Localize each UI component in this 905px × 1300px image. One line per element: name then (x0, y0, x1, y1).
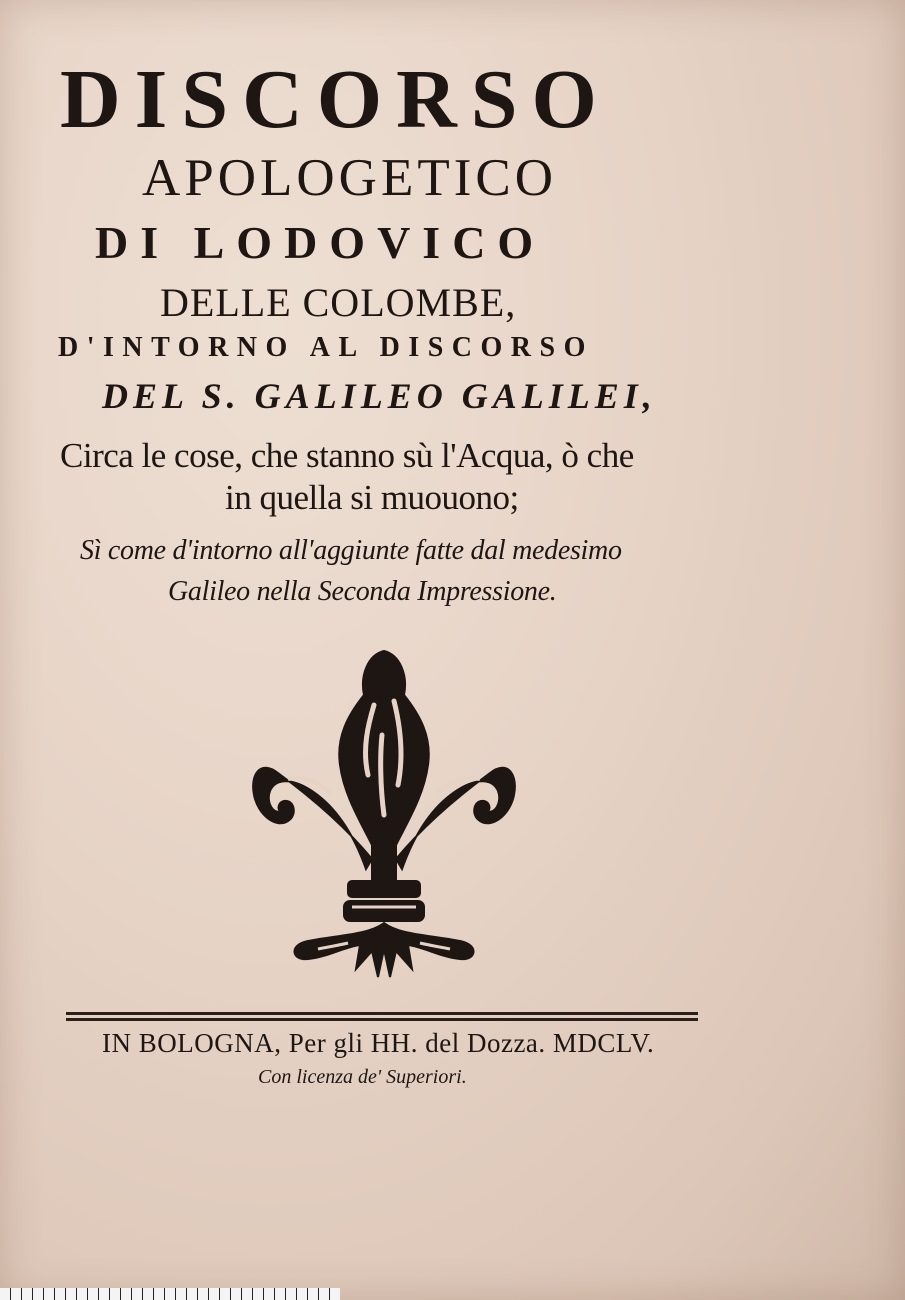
subtitle-line-galileo: DEL S. GALILEO GALILEI, (102, 376, 657, 416)
subtitle-line-intorno: D'INTORNO AL DISCORSO (58, 332, 594, 363)
scale-ruler (0, 1288, 340, 1300)
fleur-de-lis-icon (248, 645, 520, 985)
author-line-lodovico: DI LODOVICO (95, 217, 546, 268)
license-line: Con licenza de' Superiori. (258, 1066, 467, 1088)
divider-rule-top (66, 1012, 698, 1015)
author-line-colombe: DELLE COLOMBE, (160, 280, 517, 325)
title-line-apologetico: APOLOGETICO (142, 149, 557, 207)
divider-rule-bottom (66, 1018, 698, 1021)
description-line-1: Circa le cose, che stanno sù l'Acqua, ò che (60, 436, 634, 475)
description-line-2: in quella si muouono; (225, 478, 519, 517)
italic-note-line-2: Galileo nella Seconda Impressione. (168, 576, 557, 607)
title-line-discorso: DISCORSO (60, 53, 611, 146)
italic-note-line-1: Sì come d'intorno all'aggiunte fatte dal medesimo (80, 535, 622, 566)
imprint-line: IN BOLOGNA, Per gli HH. del Dozza. MDCLV. (102, 1028, 655, 1058)
